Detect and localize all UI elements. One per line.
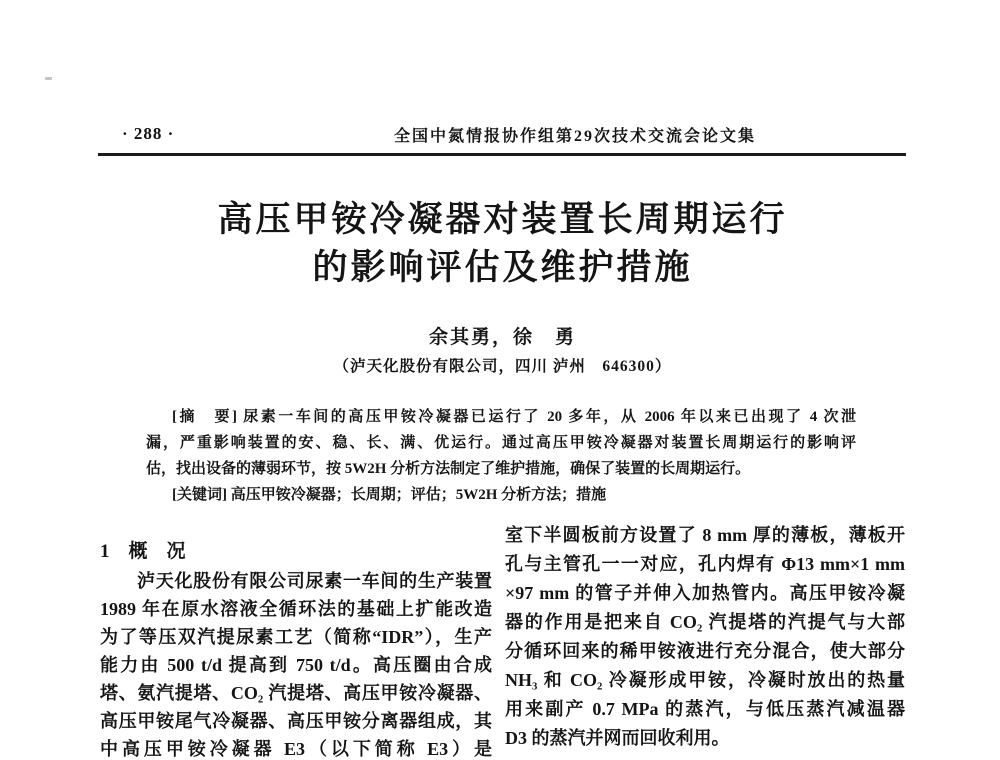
scan-artifact [45, 77, 52, 80]
page-number: · 288 · [122, 124, 175, 143]
abstract-line: 漏，严重影响装置的安、稳、长、满、优运行。通过高压甲铵冷凝器对装置长周期运行的影响评 [146, 435, 856, 451]
abstract-label: [摘 要] [172, 409, 238, 425]
text-line: 分循环回来的稀甲铵液进行充分混合，使大部分 [505, 641, 905, 661]
proceedings-title: 全国中氮情报协作组第29次技术交流会论文集 [393, 128, 756, 145]
header-rule [98, 153, 906, 156]
section-1-heading: 1 概 况 [100, 541, 186, 562]
text-line: 塔、氨汽提塔、CO₂ 汽提塔、高压甲铵冷凝器、 [100, 683, 492, 703]
text-line: D3 的蒸汽并网而回收利用。 [505, 728, 730, 748]
text-line: 室下半圆板前方设置了 8 mm 厚的薄板，薄板开 [505, 525, 905, 545]
text-line: 能力由 500 t/d 提高到 750 t/d。高压圈由合成 [100, 655, 492, 675]
abstract-text: 尿素一车间的高压甲铵冷凝器已运行了 20 多年，从 2006 年以来已出现了 4 次泄 [237, 409, 856, 425]
article-title-line1: 高压甲铵冷凝器对装置长周期运行 [217, 200, 788, 239]
article-title-line2: 的影响评估及维护措施 [312, 248, 693, 287]
text-line: 1989 年在原水溶液全循环法的基础上扩能改造 [100, 599, 492, 619]
text-line: 用来副产 0.7 MPa 的蒸汽，与低压蒸汽减温器 [505, 699, 905, 719]
running-header [100, 123, 905, 147]
text-line: 高压甲铵尾气冷凝器、高压甲铵分离器组成，其 [100, 711, 492, 731]
text-line: 泸天化股份有限公司尿素一车间的生产装置 [137, 571, 492, 591]
affiliation: （泸天化股份有限公司，四川 泸州 646300） [333, 358, 672, 375]
keywords-text: 高压甲铵冷凝器；长周期；评估；5W2H 分析方法；措施 [227, 487, 607, 503]
keywords-line [146, 482, 856, 508]
article-title [100, 196, 905, 292]
text-line: 孔与主管孔一一对应，孔内焊有 Φ13 mm×1 mm [505, 554, 905, 574]
text-line: 器的作用是把来自 CO₂ 汽提塔的汽提气与大部 [505, 612, 905, 632]
abstract-line [146, 404, 856, 430]
keywords-label: [关键词] [172, 487, 227, 503]
abstract-line: 估，找出设备的薄弱环节，按 5W2H 分析方法制定了维护措施，确保了装置的长周期运行。 [146, 461, 751, 477]
text-line: 中高压甲铵冷凝器 E3（以下简称 E3）是 [100, 739, 492, 759]
text-line: ×97 mm 的管子并伸入加热管内。高压甲铵冷凝 [505, 583, 905, 603]
left-column [100, 567, 492, 760]
text-line: 为了等压双汽提尿素工艺（简称“IDR”），生产 [100, 627, 492, 647]
right-column [505, 521, 905, 753]
text-line: NH₃ 和 CO₂ 冷凝形成甲铵，冷凝时放出的热量 [505, 670, 905, 690]
abstract-block [146, 404, 856, 508]
authors: 余其勇，徐 勇 [428, 327, 576, 348]
